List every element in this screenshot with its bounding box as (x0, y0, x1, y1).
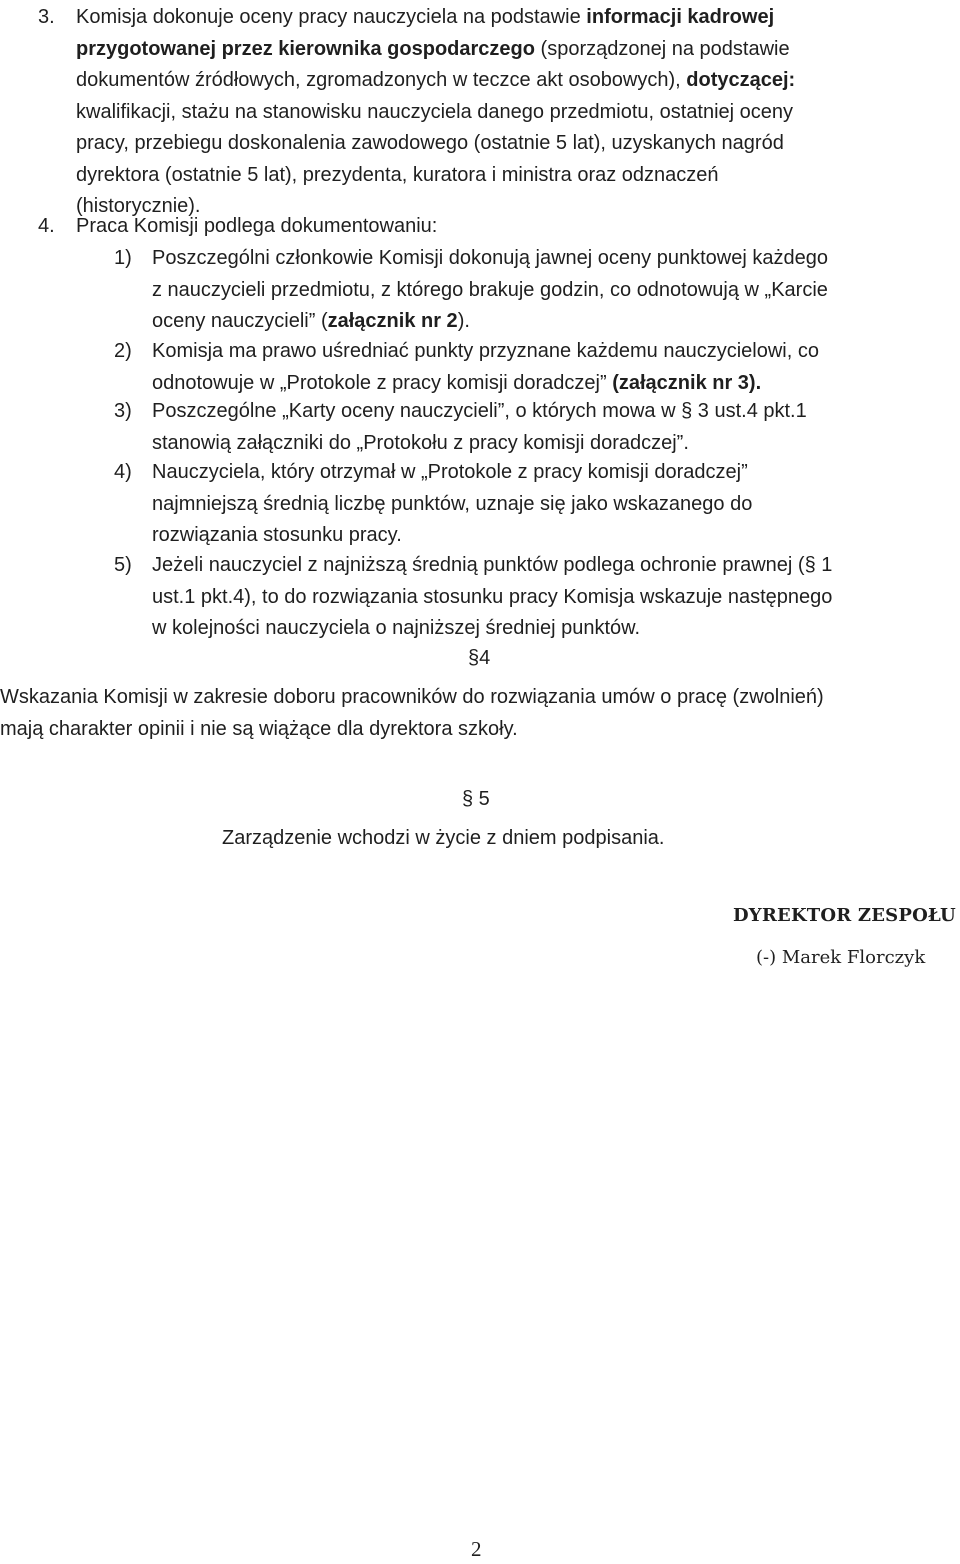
subitem-number: 3) (114, 400, 132, 422)
text-line (152, 613, 832, 645)
text-line (76, 65, 795, 97)
text-line (76, 34, 795, 66)
text-line (152, 520, 752, 552)
text-run: dyrektora (ostatnie 5 lat), prezydenta, kuratora i ministra oraz odznaczeń (76, 163, 719, 186)
text-run: oceny nauczycieli” ( (152, 310, 328, 332)
signature-title: DYREKTOR ZESPOŁU (733, 905, 956, 926)
text-run: Komisja dokonuje oceny pracy nauczyciela na podstawie (76, 6, 587, 28)
section-4-heading: §4 (468, 647, 491, 669)
text-run: odnotowuje w „Protokole z pracy komisji doradczej” (152, 371, 613, 394)
section-4-text (0, 682, 824, 745)
text-line (152, 489, 752, 521)
text-line (76, 97, 795, 129)
text-line (152, 457, 752, 489)
subitem-number: 4) (114, 461, 132, 483)
bold-text: informacji kadrowej (586, 6, 775, 28)
subitem-number: 5) (114, 554, 132, 576)
text-run: Jeżeli nauczyciel z najniższą średnią punktów podlega ochronie prawnej (§ 1 (152, 554, 833, 576)
subitem-text (152, 243, 828, 338)
item-3-number: 3. (38, 6, 55, 28)
page-number: 2 (471, 1537, 482, 1561)
text-line (152, 428, 807, 460)
text-line (152, 306, 828, 338)
text-line (76, 128, 795, 160)
bold-text: załącznik nr 2 (327, 310, 458, 332)
item-4-number: 4. (38, 215, 55, 237)
item-3-text (76, 2, 795, 223)
section-5-heading: § 5 (462, 788, 490, 810)
item-4-intro: Praca Komisji podlega dokumentowaniu: (76, 215, 438, 237)
signature-name: (-) Marek Florczyk (756, 947, 926, 968)
subitem-text (152, 550, 832, 645)
bold-text: dotyczącej: (686, 69, 796, 91)
text-line (76, 2, 795, 34)
text-run: w kolejności nauczyciela o najniższej średniej punktów. (152, 617, 641, 639)
subitem-text (152, 336, 819, 399)
subitem-text (152, 396, 807, 459)
text-line (152, 550, 832, 582)
text-line (152, 275, 828, 307)
text-line (152, 243, 828, 275)
subitem-number: 1) (114, 247, 132, 269)
text-run: z nauczycieli przedmiotu, z którego brakuje godzin, co odnotowują w „Karcie (152, 278, 828, 301)
text-line (152, 368, 819, 400)
subitem-number: 2) (114, 340, 132, 362)
text-run: Nauczyciela, który otrzymał w „Protokole z pracy komisji doradczej” (152, 461, 748, 483)
text-run: dokumentów źródłowych, zgromadzonych w teczce akt osobowych), (76, 69, 687, 91)
text-run: (historycznie). (76, 195, 201, 217)
text-run: ust.1 pkt.4), to do rozwiązania stosunku pracy Komisja wskazuje następnego (152, 585, 833, 608)
section-4-line: Wskazania Komisji w zakresie doboru pracowników do rozwiązania umów o pracę (zwolnień) (0, 686, 824, 708)
text-line (152, 582, 832, 614)
text-run: stanowią załączniki do „Protokołu z pracy komisji doradczej”. (152, 431, 689, 454)
text-run: Poszczególne „Karty oceny nauczycieli”, o których mowa w § 3 ust.4 pkt.1 (152, 400, 807, 422)
text-run: najmniejszą średnią liczbę punktów, uznaje się jako wskazanego do (152, 492, 753, 515)
text-line (76, 160, 795, 192)
bold-text: przygotowanej przez kierownika gospodarczego (76, 37, 535, 60)
text-run: kwalifikacji, stażu na stanowisku nauczyciela danego przedmiotu, ostatniej oceny (76, 100, 794, 123)
text-line (152, 336, 819, 368)
text-run: Komisja ma prawo uśredniać punkty przyznane każdemu nauczycielowi, co (152, 340, 819, 362)
bold-text: (załącznik nr 3). (612, 371, 762, 394)
text-run: pracy, przebiegu doskonalenia zawodowego (ostatnie 5 lat), uzyskanych nagród (76, 132, 784, 154)
section-4-line: mają charakter opinii i nie są wiążące dla dyrektora szkoły. (0, 717, 518, 740)
text-run: ). (457, 310, 470, 332)
text-run: Poszczególni członkowie Komisji dokonują jawnej oceny punktowej każdego (152, 247, 828, 269)
text-run: (sporządzonej na podstawie (534, 37, 790, 60)
text-line (152, 396, 807, 428)
subitem-text (152, 457, 752, 552)
section-5-text: Zarządzenie wchodzi w życie z dniem podpisania. (222, 827, 665, 849)
text-run: rozwiązania stosunku pracy. (152, 524, 402, 546)
